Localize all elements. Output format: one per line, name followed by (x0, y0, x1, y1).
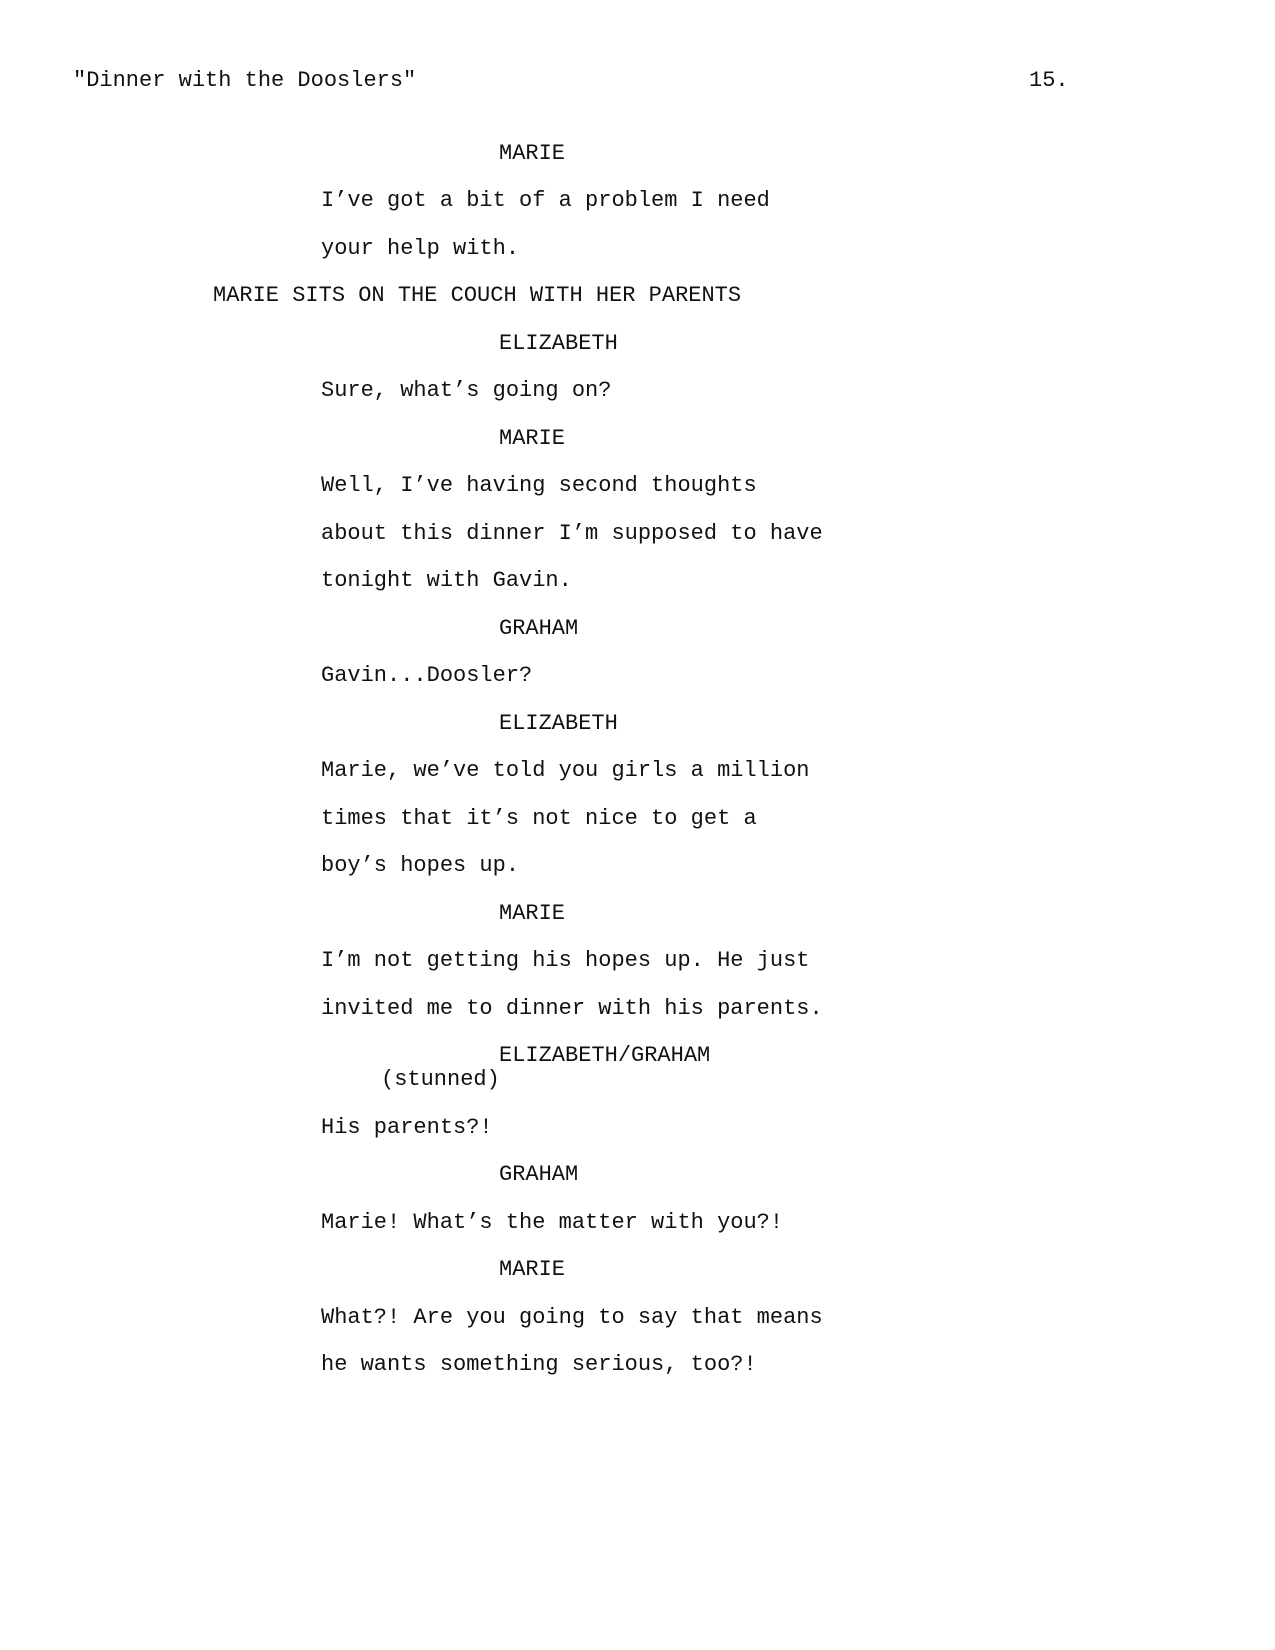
dialogue-line: I’ve got a bit of a problem I need (321, 188, 770, 213)
dialogue-line: he wants something serious, too?! (321, 1352, 757, 1377)
dialogue-line: Marie! What’s the matter with you?! (321, 1210, 784, 1235)
dialogue-line: Well, I’ve having second thoughts (321, 473, 757, 498)
dialogue-line: times that it’s not nice to get a (321, 806, 757, 831)
dialogue-line: Marie, we’ve told you girls a million (321, 758, 810, 783)
dialogue-line: about this dinner I’m supposed to have (321, 521, 823, 546)
dialogue-line: tonight with Gavin. (321, 568, 572, 593)
dialogue-line: His parents?! (321, 1115, 493, 1140)
character-name: GRAHAM (499, 616, 579, 641)
character-name: ELIZABETH (499, 711, 618, 736)
page-number: 15. (1029, 68, 1069, 93)
parenthetical: (stunned) (381, 1067, 500, 1092)
dialogue-line: invited me to dinner with his parents. (321, 996, 823, 1021)
character-name: MARIE (499, 141, 566, 166)
dialogue-line: What?! Are you going to say that means (321, 1305, 823, 1330)
character-name: ELIZABETH (499, 331, 618, 356)
dialogue-line: your help with. (321, 236, 520, 261)
character-name: ELIZABETH/GRAHAM (499, 1043, 711, 1068)
dialogue-line: I’m not getting his hopes up. He just (321, 948, 810, 973)
character-name: GRAHAM (499, 1162, 579, 1187)
character-name: MARIE (499, 426, 566, 451)
dialogue-line: Sure, what’s going on? (321, 378, 612, 403)
script-title: "Dinner with the Dooslers" (73, 68, 417, 93)
character-name: MARIE (499, 901, 566, 926)
action-line: MARIE SITS ON THE COUCH WITH HER PARENTS (213, 283, 742, 308)
dialogue-line: boy’s hopes up. (321, 853, 520, 878)
dialogue-line: Gavin...Doosler? (321, 663, 533, 688)
character-name: MARIE (499, 1257, 566, 1282)
